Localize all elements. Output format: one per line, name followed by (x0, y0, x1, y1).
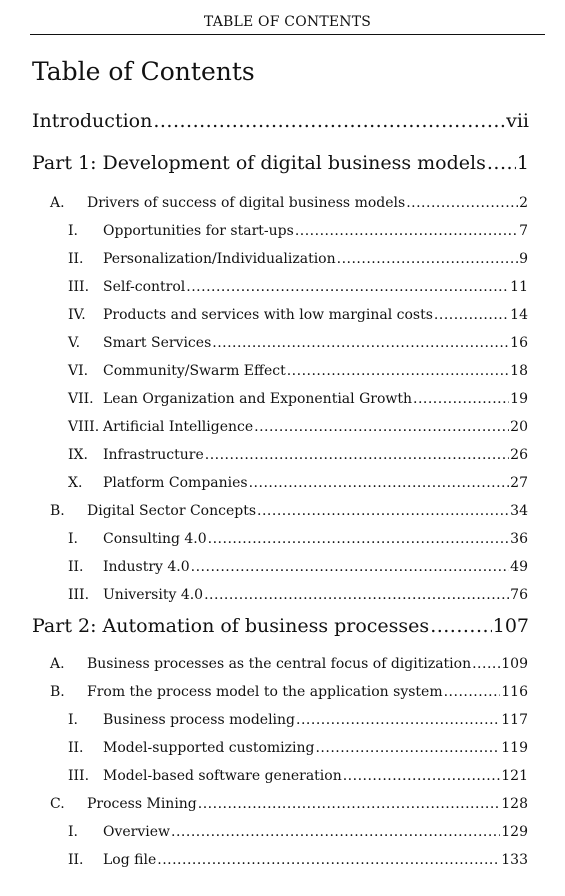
toc-entry-page: 119 (501, 740, 528, 756)
dot-leader (434, 307, 509, 323)
toc-entry[interactable] (50, 684, 528, 700)
toc-entry[interactable] (68, 587, 528, 603)
dot-leader (487, 152, 516, 174)
toc-entry-label: Consulting 4.0 (103, 531, 207, 547)
dot-leader (257, 503, 509, 519)
toc-entry-number: I. (68, 824, 78, 840)
toc-entry-number: X. (68, 475, 83, 491)
toc-entry-number: I. (68, 223, 78, 239)
toc-entry[interactable] (68, 559, 528, 575)
toc-entry[interactable] (68, 475, 528, 491)
toc-entry[interactable] (68, 223, 528, 239)
toc-entry-page: 121 (501, 768, 528, 784)
toc-entry-label: Community/Swarm Effect (103, 363, 286, 379)
toc-entry-label: Business process modeling (103, 712, 296, 728)
toc-entry-number: A. (50, 656, 65, 672)
dot-leader (254, 419, 509, 435)
dot-leader (249, 475, 510, 491)
page-title: Table of Contents (32, 57, 255, 86)
toc-entry-page: 36 (510, 531, 528, 547)
toc-entry-page: 20 (510, 419, 528, 435)
toc-entry-label: Business processes as the central focus of digitization (87, 656, 472, 672)
toc-entry-number: B. (50, 503, 65, 519)
toc-entry[interactable] (68, 740, 528, 756)
dot-leader (287, 363, 509, 379)
toc-entry-label: Process Mining (87, 796, 197, 812)
toc-entry[interactable] (50, 195, 528, 211)
toc-entry-page: 18 (510, 363, 528, 379)
toc-entry[interactable] (68, 335, 528, 351)
toc-entry-number: C. (50, 796, 65, 812)
dot-leader (191, 559, 510, 575)
toc-entry-page: 76 (510, 587, 528, 603)
toc-entry-label: Self-control (103, 279, 186, 295)
dot-leader (444, 684, 501, 700)
toc-entry-label: Products and services with low marginal costs (103, 307, 433, 323)
toc-entry-number: A. (50, 195, 65, 211)
toc-entry-number: IV. (68, 307, 86, 323)
toc-entry[interactable] (68, 447, 528, 463)
toc-entry[interactable] (68, 768, 528, 784)
toc-entry-number: I. (68, 531, 78, 547)
toc-entry-label: Platform Companies (103, 475, 248, 491)
dot-leader (153, 110, 505, 132)
toc-entry-page: 129 (501, 824, 528, 840)
dot-leader (337, 251, 518, 267)
dot-leader (171, 824, 500, 840)
dot-leader (472, 656, 500, 672)
toc-entry[interactable] (68, 279, 528, 295)
toc-entry[interactable] (68, 531, 528, 547)
dot-leader (406, 195, 518, 211)
toc-entry-page: 128 (501, 796, 528, 812)
toc-entry-number: II. (68, 852, 84, 868)
dot-leader (315, 740, 500, 756)
toc-entry[interactable] (68, 391, 528, 407)
toc-entry-page: 19 (510, 391, 528, 407)
toc-entry-number: III. (68, 279, 90, 295)
toc-entry-number: III. (68, 768, 90, 784)
toc-entry-number: II. (68, 740, 84, 756)
toc-entry-label: Introduction (32, 110, 153, 132)
toc-entry[interactable] (50, 503, 528, 519)
toc-entry-number: II. (68, 559, 84, 575)
toc-entry-number: VI. (68, 363, 89, 379)
toc-entry-page: 116 (501, 684, 528, 700)
toc-entry[interactable] (32, 152, 529, 174)
toc-entry-page: vii (506, 110, 529, 132)
toc-entry-page: 2 (519, 195, 528, 211)
dot-leader (204, 587, 509, 603)
toc-entry-label: Model-based software generation (103, 768, 342, 784)
toc-entry[interactable] (68, 852, 528, 868)
toc-entry-label: Part 2: Automation of business processes (32, 615, 430, 637)
toc-entry[interactable] (50, 796, 528, 812)
toc-entry[interactable] (50, 656, 528, 672)
toc-entry-number: II. (68, 251, 84, 267)
toc-entry-label: Part 1: Development of digital business models (32, 152, 486, 174)
toc-entry-label: Artificial Intelligence (103, 419, 254, 435)
toc-entry-label: University 4.0 (103, 587, 204, 603)
toc-entry[interactable] (68, 712, 528, 728)
toc-entry-page: 117 (501, 712, 528, 728)
toc-entry-label: Smart Services (103, 335, 212, 351)
toc-entry-number: I. (68, 712, 78, 728)
toc-entry-label: Lean Organization and Exponential Growth (103, 391, 412, 407)
toc-entry-page: 9 (519, 251, 528, 267)
toc-entry[interactable] (32, 615, 529, 637)
dot-leader (296, 712, 500, 728)
toc-entry[interactable] (68, 251, 528, 267)
toc-entry-page: 26 (510, 447, 528, 463)
toc-entry-page: 109 (501, 656, 528, 672)
toc-entry-page: 14 (510, 307, 528, 323)
toc-entry-number: B. (50, 684, 65, 700)
dot-leader (157, 852, 500, 868)
toc-entry-label: Personalization/Individualization (103, 251, 336, 267)
toc-entry-label: Opportunities for start-ups (103, 223, 294, 239)
toc-entry-page: 49 (510, 559, 528, 575)
dot-leader (186, 279, 509, 295)
dot-leader (430, 615, 492, 637)
toc-entry-page: 16 (510, 335, 528, 351)
toc-entry-label: Infrastructure (103, 447, 204, 463)
toc-entry-page: 1 (516, 152, 529, 174)
toc-entry-page: 11 (510, 279, 528, 295)
dot-leader (212, 335, 509, 351)
toc-entry-number: VII. (68, 391, 94, 407)
toc-entry-label: Overview (103, 824, 171, 840)
dot-leader (198, 796, 500, 812)
dot-leader (205, 447, 509, 463)
toc-entry[interactable] (68, 363, 528, 379)
running-header: TABLE OF CONTENTS (203, 14, 372, 30)
dot-leader (208, 531, 510, 547)
toc-entry-label: Model-supported customizing (103, 740, 315, 756)
toc-entry-page: 7 (519, 223, 528, 239)
toc-entry-number: III. (68, 587, 90, 603)
toc-entry-number: VIII. (68, 419, 100, 435)
toc-entry-label: From the process model to the application system (87, 684, 443, 700)
toc-entry-page: 34 (510, 503, 528, 519)
dot-leader (413, 391, 509, 407)
dot-leader (343, 768, 501, 784)
toc-entry-label: Log file (103, 852, 157, 868)
toc-entry-label: Drivers of success of digital business models (87, 195, 406, 211)
header-rule (30, 34, 545, 35)
toc-entry[interactable] (68, 307, 528, 323)
dot-leader (295, 223, 518, 239)
toc-entry-number: V. (68, 335, 81, 351)
toc-entry-number: IX. (68, 447, 88, 463)
toc-entry[interactable] (32, 110, 529, 132)
toc-entry[interactable] (68, 824, 528, 840)
toc-entry[interactable] (68, 419, 528, 435)
toc-entry-page: 107 (492, 615, 529, 637)
toc-entry-label: Digital Sector Concepts (87, 503, 257, 519)
toc-entry-label: Industry 4.0 (103, 559, 190, 575)
toc-entry-page: 133 (501, 852, 528, 868)
toc-entry-page: 27 (510, 475, 528, 491)
